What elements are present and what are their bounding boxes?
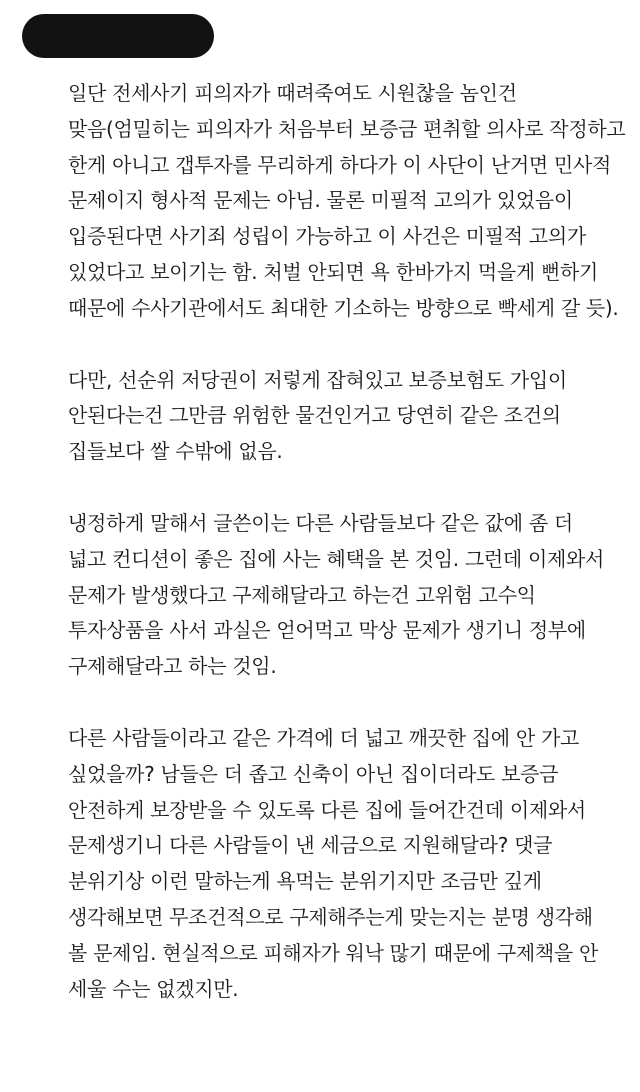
paragraph-gap (68, 685, 628, 721)
text-line: 넓고 컨디션이 좋은 집에 사는 혜택을 본 것임. 그런데 이제와서 (68, 546, 605, 571)
paragraph-gap (68, 327, 628, 363)
text-line: 안된다는건 그만큼 위험한 물건인거고 당연히 같은 조건의 (68, 403, 561, 428)
text-line: 구제해달라고 하는 것임. (68, 654, 277, 679)
text-line: 문제가 발생했다고 구제해달라고 하는건 고위험 고수익 (68, 582, 536, 607)
paragraph-3 (68, 506, 628, 685)
post-body (68, 76, 628, 1007)
paragraph-gap (68, 470, 628, 506)
paragraph-1 (68, 76, 628, 327)
text-line: 볼 문제임. 현실적으로 피해자가 워낙 많기 때문에 구제책을 안 (68, 940, 599, 965)
text-line: 다른 사람들이라고 같은 가격에 더 넓고 깨끗한 집에 안 가고 (68, 725, 579, 750)
redacted-username (22, 14, 214, 58)
text-line: 세울 수는 없겠지만. (68, 976, 239, 1001)
text-line: 분위기상 이런 말하는게 욕먹는 분위기지만 조금만 깊게 (68, 869, 542, 894)
paragraph-2 (68, 363, 628, 470)
text-line: 맞음(엄밀히는 피의자가 처음부터 보증금 편취할 의사로 작정하고 (68, 116, 626, 141)
text-line: 문제생기니 다른 사람들이 낸 세금으로 지원해달라? 댓글 (68, 833, 553, 858)
text-line: 생각해보면 무조건적으로 구제해주는게 맞는지는 분명 생각해 (68, 904, 593, 929)
text-line: 있었다고 보이기는 함. 처벌 안되면 욕 한바가지 먹을게 뻔하기 (68, 259, 599, 284)
text-line: 집들보다 쌀 수밖에 없음. (68, 439, 283, 464)
paragraph-4 (68, 721, 628, 1007)
text-line: 때문에 수사기관에서도 최대한 기소하는 방향으로 빡세게 갈 듯). (68, 295, 619, 320)
text-line: 문제이지 형사적 문제는 아님. 물론 미필적 고의가 있었음이 (68, 188, 573, 213)
text-line: 냉정하게 말해서 글쓴이는 다른 사람들보다 같은 값에 좀 더 (68, 510, 573, 535)
text-line: 싶었을까? 남들은 더 좁고 신축이 아닌 집이더라도 보증금 (68, 761, 559, 786)
text-line: 안전하게 보장받을 수 있도록 다른 집에 들어간건데 이제와서 (68, 797, 586, 822)
text-line: 입증된다면 사기죄 성립이 가능하고 이 사건은 미필적 고의가 (68, 224, 586, 249)
text-line: 투자상품을 사서 과실은 얻어먹고 막상 문제가 생기니 정부에 (68, 618, 586, 643)
text-line: 다만, 선순위 저당권이 저렇게 잡혀있고 보증보험도 가입이 (68, 367, 567, 392)
text-line: 한게 아니고 갭투자를 무리하게 하다가 이 사단이 난거면 민사적 (68, 152, 611, 177)
text-line: 일단 전세사기 피의자가 때려죽여도 시원찮을 놈인건 (68, 81, 517, 105)
